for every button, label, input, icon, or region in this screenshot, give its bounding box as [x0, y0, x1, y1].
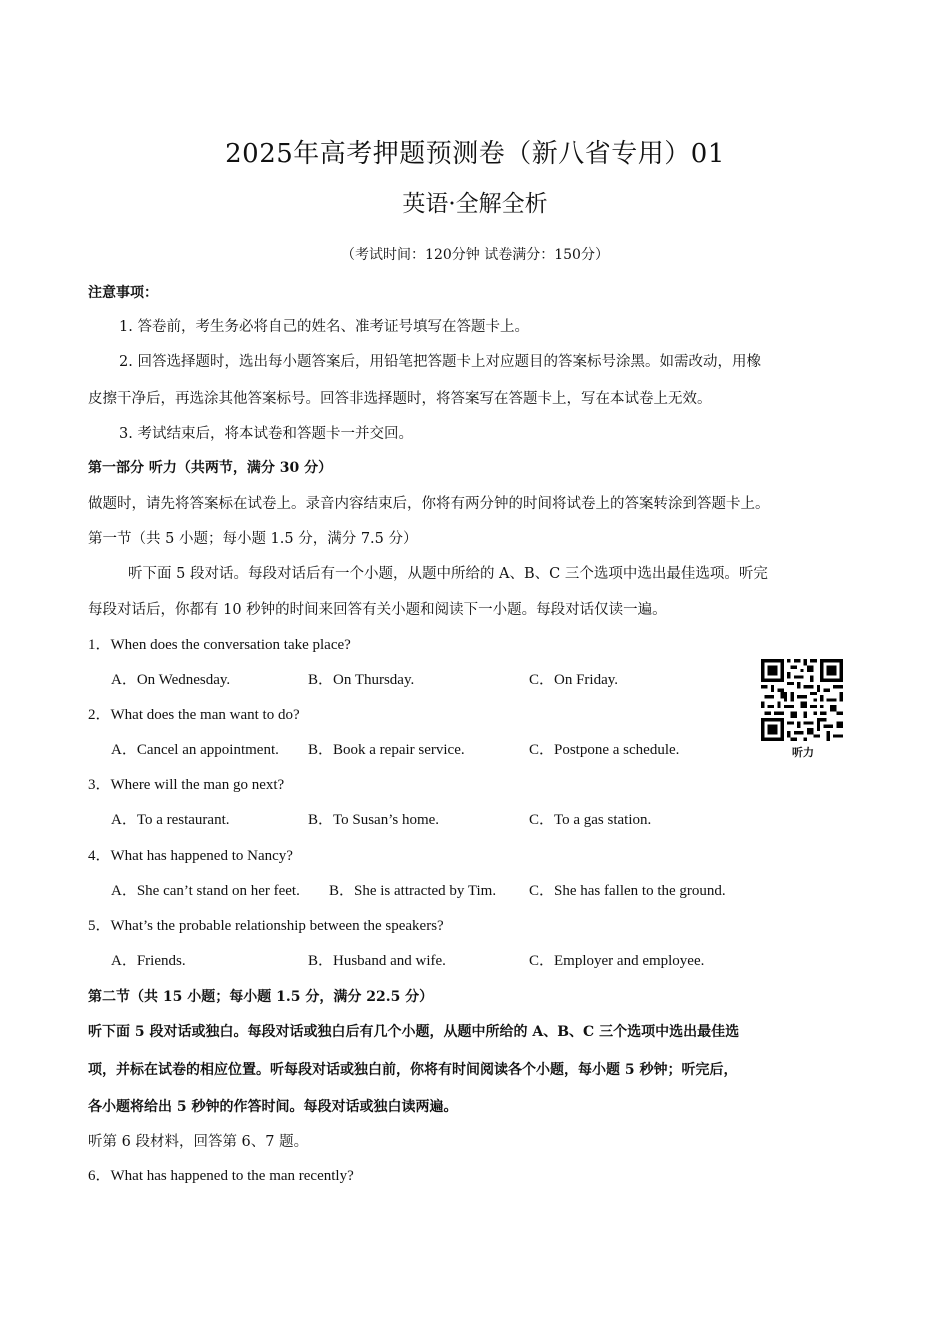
section2-desc-c: 各小题将给出 5 秒钟的作答时间。每段对话或独白读两遍。 — [88, 1099, 458, 1115]
q3-option-a: A．To a restaurant. — [111, 812, 230, 828]
exam-info: （考试时间：120分钟 试卷满分：150分） — [341, 247, 609, 263]
q5-option-c: C．Employer and employee. — [529, 953, 705, 969]
question-2: 2．What does the man want to do? — [88, 707, 300, 723]
section1-heading: 第一节（共 5 小题；每小题 1.5 分，满分 7.5 分） — [88, 531, 418, 547]
section2-desc-b: 项，并标在试卷的相应位置。听每段对话或独白前，你将有时间阅读各个小题，每小题 5 秒钟；听完后， — [88, 1062, 738, 1078]
notice-item-2b: 皮擦干净后，再选涂其他答案标号。回答非选择题时，将答案写在答题卡上，写在本试卷上无效。 — [88, 391, 712, 407]
q4-option-a: A．She can’t stand on her feet. — [111, 883, 300, 899]
notice-item-1: 1. 答卷前，考生务必将自己的姓名、准考证号填写在答题卡上。 — [119, 319, 529, 335]
qr-label: 听力 — [792, 746, 814, 759]
q2-option-c: C．Postpone a schedule. — [529, 742, 680, 758]
qr-code-icon[interactable] — [761, 659, 843, 741]
material-6-intro: 听第 6 段材料，回答第 6、7 题。 — [88, 1134, 309, 1150]
part1-instruction: 做题时，请先将答案标在试卷上。录音内容结束后，你将有两分钟的时间将试卷上的答案转涂到答题卡上。 — [88, 496, 770, 512]
q2-option-a: A．Cancel an appointment. — [111, 742, 279, 758]
q4-option-c: C．She has fallen to the ground. — [529, 883, 726, 899]
q5-option-a: A．Friends. — [111, 953, 186, 969]
q1-option-a: A．On Wednesday. — [111, 672, 231, 688]
page-subtitle: 英语·全解全析 — [402, 191, 548, 217]
question-5: 5．What’s the probable relationship between the speakers? — [88, 918, 444, 934]
page-title: 2025年高考押题预测卷（新八省专用）01 — [225, 139, 725, 169]
section2-desc-a: 听下面 5 段对话或独白。每段对话或独白后有几个小题，从题中所给的 A、B、C 三个选项中选出最佳选 — [88, 1024, 740, 1040]
q1-option-c: C．On Friday. — [529, 672, 619, 688]
question-6: 6．What has happened to the man recently? — [88, 1168, 354, 1184]
q4-option-b: B．She is attracted by Tim. — [329, 883, 497, 899]
section1-desc-b: 每段对话后，你都有 10 秒钟的时间来回答有关小题和阅读下一小题。每段对话仅读一遍。 — [88, 602, 667, 618]
question-3: 3．Where will the man go next? — [88, 777, 285, 793]
q3-option-b: B．To Susan’s home. — [308, 812, 440, 828]
section1-desc-a: 听下面 5 段对话。每段对话后有一个小题，从题中所给的 A、B、C 三个选项中选出最佳选项。听完 — [128, 566, 768, 582]
section2-heading: 第二节（共 15 小题；每小题 1.5 分，满分 22.5 分） — [88, 989, 434, 1005]
notice-item-2a: 2. 回答选择题时，选出每小题答案后，用铅笔把答题卡上对应题目的答案标号涂黑。如需改动，用橡 — [119, 354, 761, 370]
q5-option-b: B．Husband and wife. — [308, 953, 446, 969]
notice-heading: 注意事项： — [88, 285, 158, 301]
q1-option-b: B．On Thursday. — [308, 672, 415, 688]
part1-heading: 第一部分 听力（共两节，满分 30 分） — [88, 460, 333, 476]
q3-option-c: C．To a gas station. — [529, 812, 652, 828]
q2-option-b: B．Book a repair service. — [308, 742, 465, 758]
question-4: 4．What has happened to Nancy? — [88, 848, 293, 864]
question-1: 1．When does the conversation take place? — [88, 637, 351, 653]
notice-item-3: 3. 考试结束后，将本试卷和答题卡一并交回。 — [119, 426, 413, 442]
